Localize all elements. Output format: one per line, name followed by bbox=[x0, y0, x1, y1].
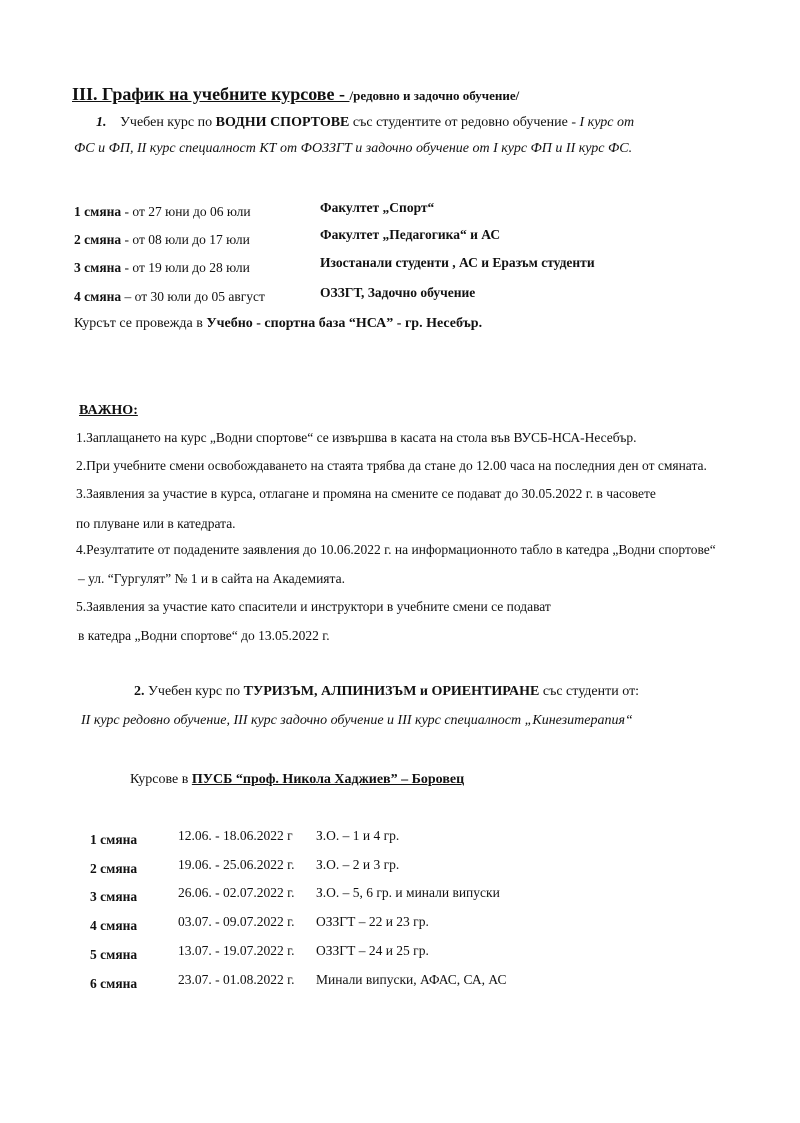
important-line: 1.Заплащането на курс „Водни спортове“ се извършва в касата на стола във ВУСБ-НСА-Несебър. bbox=[76, 430, 637, 445]
venue-prefix: Курсове в bbox=[130, 772, 192, 787]
location-name: Учебно - спортна база “НСА” - гр. Несебър. bbox=[206, 316, 483, 331]
important-line: по плуване или в катедрата. bbox=[76, 516, 236, 531]
shift-dates: - от 27 юни до 06 юли bbox=[121, 204, 251, 219]
schedule-dates: 23.07. - 01.08.2022 г. bbox=[178, 972, 295, 987]
shift-label: 1 смяна bbox=[74, 204, 122, 219]
venue-name: ПУСБ “проф. Никола Хаджиев” – Боровец bbox=[191, 772, 465, 787]
schedule-shift: 5 смяна bbox=[90, 947, 138, 962]
shift-label: 4 смяна bbox=[74, 289, 122, 304]
important-line: – ул. “Гургулят” № 1 и в сайта на Академията. bbox=[78, 571, 345, 586]
shift-group: ОЗЗГТ, Задочно обучение bbox=[320, 285, 476, 300]
shift-group: Факултет „Спорт“ bbox=[320, 200, 435, 215]
course1-prefix: Учебен курс по bbox=[120, 115, 216, 130]
schedule-dates: 13.07. - 19.07.2022 г. bbox=[178, 943, 295, 958]
shift-group: Факултет „Педагогика“ и АС bbox=[320, 227, 501, 242]
schedule-dates: 03.07. - 09.07.2022 г. bbox=[178, 914, 295, 929]
important-line: 5.Заявления за участие като спасители и инструктори в учебните смени се подават bbox=[76, 599, 551, 614]
shift-label: 3 смяна bbox=[74, 260, 122, 275]
course1-middle: със студентите от редовно обучение - bbox=[349, 115, 580, 130]
schedule-groups: ОЗЗГТ – 24 и 25 гр. bbox=[316, 943, 429, 958]
section-heading-suffix: /редовно и задочно обучение/ bbox=[349, 88, 520, 103]
shift-label: 2 смяна bbox=[74, 232, 122, 247]
schedule-groups: ОЗЗГТ – 22 и 23 гр. bbox=[316, 914, 429, 929]
course1-subject: ВОДНИ СПОРТОВЕ bbox=[215, 115, 350, 130]
important-line: 2.При учебните смени освобождаването на стаята трябва да стане до 12.00 часа на последния ден от смяната. bbox=[76, 458, 707, 473]
course2-subject: ТУРИЗЪМ, АЛПИНИЗЪМ и ОРИЕНТИРАНЕ bbox=[243, 684, 540, 699]
course1-intro bbox=[96, 115, 634, 131]
schedule-shift: 6 смяна bbox=[90, 976, 138, 991]
schedule-groups: З.О. – 1 и 4 гр. bbox=[316, 828, 400, 843]
schedule-dates: 19.06. - 25.06.2022 г. bbox=[178, 857, 295, 872]
course2-intro bbox=[134, 684, 639, 700]
course2-suffix: със студенти от: bbox=[539, 684, 640, 699]
course1-italic1: I курс от bbox=[579, 115, 635, 130]
course1-shift-row bbox=[74, 260, 250, 276]
course1-shift-row bbox=[74, 204, 251, 220]
schedule-groups: Минали випуски, АФАС, СА, АС bbox=[316, 972, 507, 987]
course2-prefix: Учебен курс по bbox=[148, 684, 244, 699]
course1-shift-row bbox=[74, 289, 265, 305]
schedule-shift: 1 смяна bbox=[90, 832, 138, 847]
course1-location bbox=[74, 316, 482, 332]
schedule-groups: З.О. – 2 и 3 гр. bbox=[316, 857, 400, 872]
course1-shift-row bbox=[74, 232, 250, 248]
schedule-dates: 26.06. - 02.07.2022 г. bbox=[178, 885, 295, 900]
course1-number: 1. bbox=[96, 115, 107, 130]
schedule-shift: 4 смяна bbox=[90, 918, 138, 933]
section-heading-main: III. График на учебните курсове - bbox=[72, 84, 350, 104]
course2-number: 2. bbox=[134, 684, 145, 699]
schedule-groups: З.О. – 5, 6 гр. и минали випуски bbox=[316, 885, 500, 900]
shift-group: Изостанали студенти , АС и Еразъм студенти bbox=[320, 255, 595, 270]
shift-dates: - от 08 юли до 17 юли bbox=[121, 232, 250, 247]
important-line: в катедра „Водни спортове“ до 13.05.2022 г. bbox=[78, 628, 330, 643]
section-heading bbox=[72, 84, 519, 105]
location-prefix: Курсът се провежда в bbox=[74, 316, 207, 331]
course1-audience: ФС и ФП, II курс специалност КТ от ФОЗЗГТ и задочно обучение от I курс ФП и II курс ФС. bbox=[74, 141, 633, 156]
course2-audience: II курс редовно обучение, III курс задочно обучение и III курс специалност „Кинезитерапия“ bbox=[81, 713, 633, 728]
important-line: 4.Резултатите от подадените заявления до 10.06.2022 г. на информационното табло в катедра „Водни спортове“ bbox=[76, 542, 716, 557]
important-title: ВАЖНО: bbox=[79, 403, 138, 418]
important-line: 3.Заявления за участие в курса, отлагане и промяна на смените се подават до 30.05.2022 г. в часовете bbox=[76, 486, 656, 501]
shift-dates: - от 19 юли до 28 юли bbox=[121, 260, 250, 275]
shift-dates: – от 30 юли до 05 август bbox=[121, 289, 265, 304]
schedule-shift: 3 смяна bbox=[90, 889, 138, 904]
schedule-shift: 2 смяна bbox=[90, 861, 138, 876]
course2-venue bbox=[130, 772, 464, 788]
schedule-dates: 12.06. - 18.06.2022 г bbox=[178, 828, 293, 843]
